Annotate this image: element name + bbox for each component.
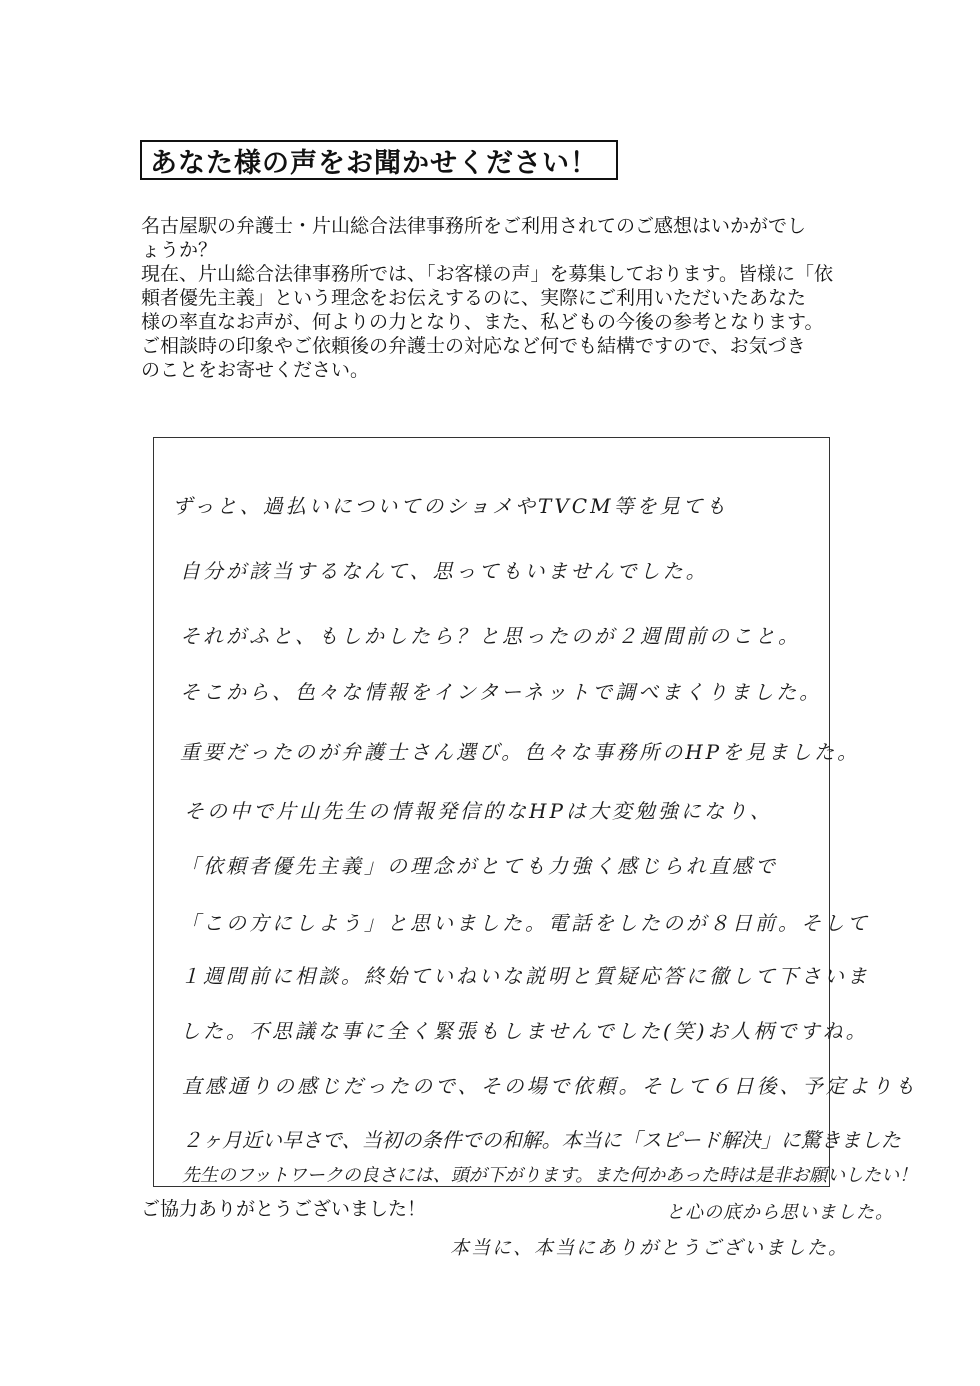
- handwritten-line: 本当に、本当にありがとうございました。: [450, 1237, 850, 1259]
- intro-line: 様の率直なお声が、何よりの力となり、また、私どもの今後の参考となります。: [141, 311, 824, 333]
- handwritten-line: １週間前に相談。終始ていねいな説明と質疑応答に徹して下さいま: [180, 964, 870, 988]
- intro-line: ご相談時の印象やご依頼後の弁護士の対応など何でも結構ですので、お気づき: [141, 335, 806, 357]
- handwritten-line: ２ヶ月近い早さで、当初の条件での和解。本当に「スピード解決」に驚きました: [182, 1128, 901, 1152]
- handwritten-line: と心の底から思いました。: [666, 1202, 894, 1223]
- intro-line: 現在、片山総合法律事務所では、「お客様の声」を募集しております。皆様に「依: [141, 263, 833, 285]
- intro-line: のことをお寄せください。: [141, 359, 370, 381]
- intro-line: ょうか？: [141, 239, 218, 261]
- closing-thanks: ご協力ありがとうございました！: [141, 1198, 427, 1220]
- handwritten-line: ずっと、過払いについてのショメやTVCM等を見ても: [172, 494, 729, 518]
- handwritten-line: した。不思議な事に全く緊張もしませんでした(笑)お人柄ですね。: [180, 1019, 869, 1043]
- intro-line: 名古屋駅の弁護士・片山総合法律事務所をご利用されてのご感想はいかがでし: [141, 215, 807, 237]
- handwritten-line: そこから、色々な情報をインターネットで調べまくりました。: [180, 680, 823, 704]
- handwritten-line: その中で片山先生の情報発信的なHPは大変勉強になり、: [184, 799, 773, 823]
- handwritten-line: 自分が該当するなんて、思ってもいませんでした。: [180, 559, 709, 583]
- intro-line: 頼者優先主義」という理念をお伝えするのに、実際にご利用いただいたあなた: [141, 287, 807, 309]
- handwritten-line: 「この方にしよう」と思いました。電話をしたのが８日前。そして: [180, 911, 870, 935]
- page-title: あなた様の声をお聞かせください！: [140, 140, 618, 180]
- handwritten-line: 直感通りの感じだったので、その場で依頼。そして６日後、予定よりも: [182, 1074, 918, 1098]
- handwritten-line: 「依頼者優先主義」の理念がとても力強く感じられ直感で: [180, 854, 778, 878]
- handwritten-line: 先生のフットワークの良さには、頭が下がります。また何かあった時は是非お願いしたい！: [182, 1165, 918, 1186]
- handwritten-line: それがふと、もしかしたら？と思ったのが２週間前のこと。: [180, 624, 801, 648]
- handwritten-line: 重要だったのが弁護士さん選び。色々な事務所のHPを見ました。: [180, 740, 861, 764]
